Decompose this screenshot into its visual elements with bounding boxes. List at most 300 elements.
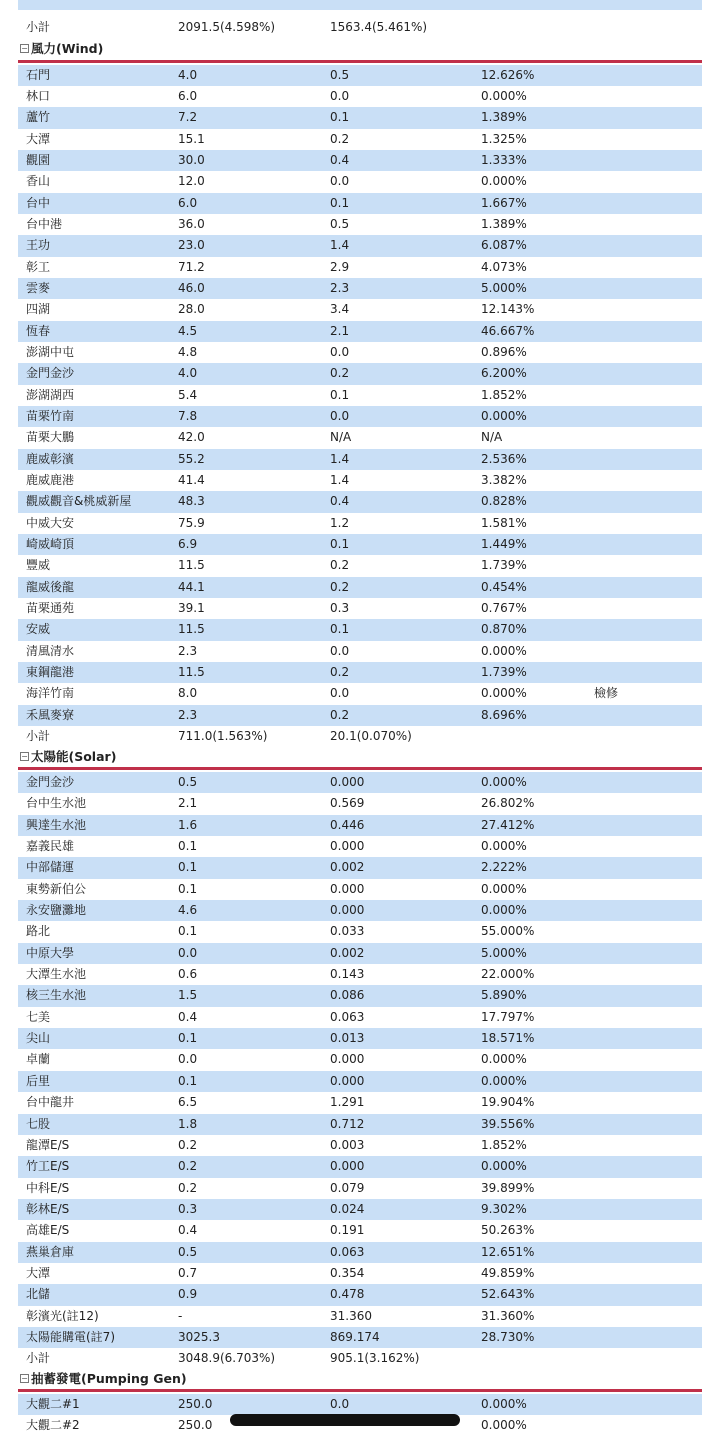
output-value: 0.2 — [330, 131, 350, 146]
output-value: 0.000 — [330, 1159, 365, 1174]
unit-name: 尖山 — [26, 1031, 51, 1046]
output-ratio: 6.087% — [481, 238, 527, 253]
unit-name: 大潭 — [26, 131, 51, 146]
unit-name: 金門金沙 — [26, 366, 75, 381]
unit-name: 觀園 — [26, 152, 51, 167]
unit-name: 后里 — [26, 1073, 51, 1088]
unit-name: 香山 — [26, 174, 51, 189]
unit-name: 大觀二#1 — [26, 1397, 80, 1411]
table-row — [18, 1284, 702, 1305]
solar-section-title: 太陽能(Solar) — [31, 749, 117, 764]
output-ratio: 0.000% — [481, 643, 527, 658]
table-row — [18, 235, 702, 256]
pumping-section-header[interactable] — [18, 1369, 702, 1389]
table-row — [18, 363, 702, 384]
output-value: 0.712 — [330, 1116, 365, 1131]
unit-name: 雲麥 — [26, 280, 51, 295]
unit-name: 路北 — [26, 924, 51, 939]
table-row — [18, 1327, 702, 1348]
redaction-mark — [230, 1414, 460, 1426]
section-divider — [18, 767, 702, 770]
table-row — [18, 534, 702, 555]
wind-section-title: 風力(Wind) — [31, 41, 104, 56]
table-row — [18, 1242, 702, 1263]
output-value: 0.1 — [330, 622, 350, 637]
output-ratio: 39.556% — [481, 1116, 535, 1131]
table-row — [18, 299, 702, 320]
unit-name: 中部儲運 — [26, 860, 75, 875]
output-value: 0.354 — [330, 1265, 365, 1280]
output-value: 0.024 — [330, 1201, 365, 1216]
capacity-value: 0.9 — [178, 1287, 198, 1302]
output-value: 0.0 — [330, 1397, 350, 1411]
table-row — [18, 793, 702, 814]
capacity-value: 0.1 — [178, 1031, 198, 1046]
capacity-value: 11.5 — [178, 622, 205, 637]
output-value: 0.1 — [330, 110, 350, 125]
output-ratio: 1.667% — [481, 195, 527, 210]
output-value: 0.000 — [330, 1052, 365, 1067]
output-value: 0.2 — [330, 366, 350, 381]
unit-name: 北儲 — [26, 1287, 51, 1302]
unit-name: 龍潭E/S — [26, 1137, 70, 1152]
unit-name: 高雄E/S — [26, 1223, 70, 1238]
table-row — [18, 1071, 702, 1092]
output-value: 0.0 — [330, 344, 350, 359]
output-value: 0.1 — [330, 195, 350, 210]
unit-name: 苗栗通苑 — [26, 601, 75, 616]
table-row — [18, 171, 702, 192]
output-ratio: 0.000% — [481, 1073, 527, 1088]
output-value: 0.2 — [330, 579, 350, 594]
table-row — [18, 193, 702, 214]
unit-name: 中原大學 — [26, 945, 75, 960]
wind-section-header[interactable] — [18, 39, 702, 59]
capacity-value: 44.1 — [178, 579, 205, 594]
capacity-value: 8.0 — [178, 686, 198, 701]
output-ratio: 49.859% — [481, 1265, 535, 1280]
output-ratio: 28.730% — [481, 1329, 535, 1344]
output-value: 0.478 — [330, 1287, 365, 1302]
collapse-toggle-icon[interactable]: − — [21, 1374, 28, 1383]
output-value: 1.291 — [330, 1095, 365, 1110]
output-ratio: 0.000% — [481, 686, 527, 701]
output-value: 31.360 — [330, 1308, 372, 1323]
unit-name: 台中生水池 — [26, 796, 87, 811]
table-row — [18, 406, 702, 427]
output-value: 0.5 — [330, 216, 350, 231]
unit-name: 龍威後龍 — [26, 579, 75, 594]
capacity-value: 7.8 — [178, 409, 198, 423]
output-value: 0.000 — [330, 775, 365, 789]
output-value: 1.4 — [330, 473, 350, 488]
unit-name: 興達生水池 — [26, 817, 87, 832]
capacity-value: 1.6 — [178, 817, 198, 832]
unit-name: 大潭生水池 — [26, 967, 87, 982]
table-row — [18, 555, 702, 576]
prev-section-subtotal: 小計 2091.5(4.598%) 1563.4(5.461%) — [26, 20, 428, 34]
unit-name: 澎湖湖西 — [26, 387, 75, 402]
capacity-value: 0.5 — [178, 1244, 198, 1259]
table-row — [18, 1156, 702, 1177]
output-ratio: 0.000% — [481, 409, 527, 423]
unit-name: 鹿威鹿港 — [26, 473, 75, 488]
capacity-value: 0.1 — [178, 881, 198, 896]
capacity-value: 3025.3 — [178, 1329, 220, 1344]
solar-section-header[interactable] — [18, 747, 702, 767]
output-value: 0.0 — [330, 88, 350, 103]
wind-subtotal: 小計 711.0(1.563%) 20.1(0.070%) — [26, 729, 412, 743]
unit-name: 彰濱光(註12) — [26, 1308, 99, 1323]
output-value: 0.003 — [330, 1137, 365, 1152]
capacity-value: 41.4 — [178, 473, 205, 488]
output-ratio: 1.449% — [481, 537, 527, 552]
unit-name: 四湖 — [26, 302, 51, 317]
output-value: 2.1 — [330, 323, 350, 338]
output-ratio: 5.890% — [481, 988, 527, 1003]
table-row — [18, 257, 702, 278]
table-row — [18, 86, 702, 107]
capacity-value: 2.3 — [178, 707, 198, 722]
output-ratio: 2.536% — [481, 451, 527, 466]
unit-name: 林口 — [26, 88, 51, 103]
capacity-value: 42.0 — [178, 430, 205, 445]
section-divider — [18, 1389, 702, 1392]
table-row — [18, 1306, 702, 1327]
output-value: 0.3 — [330, 601, 350, 616]
capacity-value: 5.4 — [178, 387, 198, 402]
unit-name: 恆春 — [26, 323, 51, 338]
output-ratio: 31.360% — [481, 1308, 535, 1323]
unit-name: 觀威觀音&桃威新屋 — [26, 494, 132, 509]
output-ratio: 1.739% — [481, 665, 527, 680]
unit-name: 豐威 — [26, 558, 51, 573]
capacity-value: 4.5 — [178, 323, 198, 338]
unit-name: 蘆竹 — [26, 110, 51, 125]
output-ratio: 1.389% — [481, 216, 527, 231]
capacity-value: 4.8 — [178, 344, 198, 359]
table-row — [18, 921, 702, 942]
output-value: 0.063 — [330, 1244, 365, 1259]
output-value: 0.569 — [330, 796, 365, 811]
capacity-value: 11.5 — [178, 558, 205, 573]
unit-name: 禾風麥寮 — [26, 707, 75, 722]
capacity-value: 36.0 — [178, 216, 205, 231]
table-row — [18, 985, 702, 1006]
table-row — [18, 1263, 702, 1284]
unit-name: 七美 — [26, 1009, 51, 1024]
table-row — [18, 577, 702, 598]
output-value: 0.086 — [330, 988, 365, 1003]
capacity-value: 2.1 — [178, 796, 198, 811]
solar-table — [18, 772, 702, 1348]
capacity-value: 55.2 — [178, 451, 205, 466]
output-value: 0.000 — [330, 881, 365, 896]
output-value: 2.3 — [330, 280, 350, 295]
table-row — [18, 321, 702, 342]
table-row — [18, 449, 702, 470]
output-ratio: 0.870% — [481, 622, 527, 637]
output-ratio: 4.073% — [481, 259, 527, 274]
output-ratio: 0.828% — [481, 494, 527, 509]
unit-name: 彰工 — [26, 259, 51, 274]
output-value: 0.4 — [330, 152, 350, 167]
output-value: 1.2 — [330, 515, 350, 530]
capacity-value: 0.4 — [178, 1223, 198, 1238]
output-ratio: 1.739% — [481, 558, 527, 573]
unit-name: 大潭 — [26, 1265, 51, 1280]
output-ratio: 1.333% — [481, 152, 527, 167]
unit-name: 燕巢倉庫 — [26, 1244, 75, 1259]
output-value: N/A — [330, 430, 352, 445]
unit-name: 太陽能購電(註7) — [26, 1329, 115, 1344]
output-value: 0.0 — [330, 174, 350, 189]
unit-name: 東勢新伯公 — [26, 881, 87, 896]
table-row — [18, 385, 702, 406]
capacity-value: 30.0 — [178, 152, 205, 167]
unit-name: 苗栗竹南 — [26, 409, 75, 423]
output-ratio: 22.000% — [481, 967, 535, 982]
table-row — [18, 683, 702, 704]
output-ratio: N/A — [481, 430, 503, 445]
output-value: 0.000 — [330, 839, 365, 854]
output-ratio: 0.767% — [481, 601, 527, 616]
output-ratio: 5.000% — [481, 280, 527, 295]
output-ratio: 12.143% — [481, 302, 535, 317]
output-ratio: 39.899% — [481, 1180, 535, 1195]
unit-name: 台中龍井 — [26, 1095, 75, 1110]
unit-name: 東鋼龍港 — [26, 665, 75, 680]
output-ratio: 27.412% — [481, 817, 535, 832]
unit-name: 王功 — [26, 238, 51, 253]
output-ratio: 0.000% — [481, 839, 527, 854]
table-row — [18, 1007, 702, 1028]
output-ratio: 12.651% — [481, 1244, 535, 1259]
output-ratio: 6.200% — [481, 366, 527, 381]
unit-name: 安威 — [26, 622, 51, 637]
unit-name: 澎湖中屯 — [26, 344, 75, 359]
output-ratio: 12.626% — [481, 67, 535, 82]
output-ratio: 2.222% — [481, 860, 527, 875]
table-row — [18, 900, 702, 921]
output-ratio: 17.797% — [481, 1009, 535, 1024]
capacity-value: 46.0 — [178, 280, 205, 295]
unit-name: 彰林E/S — [26, 1201, 70, 1216]
unit-name: 海洋竹南 — [26, 686, 75, 701]
output-ratio: 55.000% — [481, 924, 535, 939]
capacity-value: - — [178, 1308, 183, 1323]
table-row — [18, 1199, 702, 1220]
output-ratio: 1.325% — [481, 131, 527, 146]
output-value: 0.446 — [330, 817, 365, 832]
capacity-value: 15.1 — [178, 131, 205, 146]
output-ratio: 0.000% — [481, 88, 527, 103]
unit-name: 竹工E/S — [26, 1159, 70, 1174]
output-ratio: 19.904% — [481, 1095, 535, 1110]
capacity-value: 0.1 — [178, 1073, 198, 1088]
capacity-value: 250.0 — [178, 1397, 213, 1411]
capacity-value: 0.2 — [178, 1137, 198, 1152]
capacity-value: 0.0 — [178, 1052, 198, 1067]
table-row — [18, 857, 702, 878]
remark: 檢修 — [594, 686, 619, 701]
output-value: 0.0 — [330, 643, 350, 658]
output-value: 0.033 — [330, 924, 365, 939]
table-row — [18, 278, 702, 299]
capacity-value: 6.5 — [178, 1095, 198, 1110]
capacity-value: 4.0 — [178, 366, 198, 381]
output-value: 0.2 — [330, 558, 350, 573]
output-value: 0.0 — [330, 686, 350, 701]
capacity-value: 0.0 — [178, 945, 198, 960]
capacity-value: 0.2 — [178, 1180, 198, 1195]
capacity-value: 39.1 — [178, 601, 205, 616]
output-value: 0.079 — [330, 1180, 365, 1195]
capacity-value: 71.2 — [178, 259, 205, 274]
output-value: 0.002 — [330, 945, 365, 960]
output-ratio: 0.000% — [481, 1159, 527, 1174]
output-value: 3.4 — [330, 302, 350, 317]
table-row — [18, 879, 702, 900]
table-row — [18, 662, 702, 683]
table-row — [18, 1114, 702, 1135]
output-ratio: 5.000% — [481, 945, 527, 960]
pumping-section-title: 抽蓄發電(Pumping Gen) — [31, 1371, 187, 1386]
capacity-value: 0.3 — [178, 1201, 198, 1216]
table-row — [18, 491, 702, 512]
table-row — [18, 1135, 702, 1156]
unit-name: 大觀二#2 — [26, 1418, 80, 1433]
output-value: 2.9 — [330, 259, 350, 274]
unit-name: 台中港 — [26, 216, 63, 231]
capacity-value: 7.2 — [178, 110, 198, 125]
table-row — [18, 513, 702, 534]
capacity-value: 1.5 — [178, 988, 198, 1003]
output-ratio: 0.896% — [481, 344, 527, 359]
output-ratio: 3.382% — [481, 473, 527, 488]
output-ratio: 0.454% — [481, 579, 527, 594]
output-ratio: 1.852% — [481, 1137, 527, 1152]
output-ratio: 1.581% — [481, 515, 527, 530]
output-ratio: 0.000% — [481, 903, 527, 918]
table-row — [18, 836, 702, 857]
section-divider — [18, 60, 702, 63]
output-ratio: 0.000% — [481, 775, 527, 789]
table-row — [18, 705, 702, 726]
capacity-value: 0.2 — [178, 1159, 198, 1174]
table-row — [18, 772, 702, 793]
capacity-value: 6.0 — [178, 195, 198, 210]
capacity-value: 1.8 — [178, 1116, 198, 1131]
wind-table — [18, 65, 702, 727]
capacity-value: 0.1 — [178, 924, 198, 939]
table-row — [18, 129, 702, 150]
capacity-value: 0.4 — [178, 1009, 198, 1024]
table-row — [18, 1394, 702, 1415]
output-value: 0.013 — [330, 1031, 365, 1046]
table-row — [18, 943, 702, 964]
capacity-value: 4.0 — [178, 67, 198, 82]
unit-name: 金門金沙 — [26, 775, 75, 789]
output-ratio: 0.000% — [481, 1052, 527, 1067]
output-ratio: 50.263% — [481, 1223, 535, 1238]
table-row — [18, 1028, 702, 1049]
solar-subtotal: 小計 3048.9(6.703%) 905.1(3.162%) — [26, 1351, 420, 1365]
capacity-value: 75.9 — [178, 515, 205, 530]
unit-name: 苗栗大鵬 — [26, 430, 75, 445]
output-value: 0.1 — [330, 387, 350, 402]
output-value: 0.000 — [330, 1073, 365, 1088]
output-value: 1.4 — [330, 451, 350, 466]
output-value: 0.002 — [330, 860, 365, 875]
output-value: 1.4 — [330, 238, 350, 253]
output-ratio: 0.000% — [481, 1397, 527, 1411]
output-value: 0.143 — [330, 967, 365, 982]
table-row — [18, 964, 702, 985]
capacity-value: 0.1 — [178, 860, 198, 875]
output-value: 0.191 — [330, 1223, 365, 1238]
unit-name: 中科E/S — [26, 1180, 70, 1195]
capacity-value: 4.6 — [178, 903, 198, 918]
output-ratio: 1.852% — [481, 387, 527, 402]
capacity-value: 6.9 — [178, 537, 198, 552]
capacity-value: 2.3 — [178, 643, 198, 658]
output-ratio: 46.667% — [481, 323, 535, 338]
table-row — [18, 1220, 702, 1241]
table-row — [18, 815, 702, 836]
output-value: 0.2 — [330, 665, 350, 680]
capacity-value: 250.0 — [178, 1418, 213, 1433]
unit-name: 中威大安 — [26, 515, 75, 530]
output-value: 0.0 — [330, 409, 350, 423]
table-row — [18, 150, 702, 171]
table-row — [18, 1178, 702, 1199]
output-ratio: 26.802% — [481, 796, 535, 811]
output-ratio: 52.643% — [481, 1287, 535, 1302]
capacity-value: 11.5 — [178, 665, 205, 680]
table-row — [18, 1092, 702, 1113]
capacity-value: 12.0 — [178, 174, 205, 189]
capacity-value: 0.6 — [178, 967, 198, 982]
unit-name: 鹿威彰濱 — [26, 451, 75, 466]
table-row — [18, 619, 702, 640]
unit-name: 台中 — [26, 195, 51, 210]
output-ratio: 18.571% — [481, 1031, 535, 1046]
output-value: 869.174 — [330, 1329, 380, 1344]
table-row — [18, 641, 702, 662]
unit-name: 石門 — [26, 67, 51, 82]
output-value: 0.1 — [330, 537, 350, 552]
output-value: 0.4 — [330, 494, 350, 509]
capacity-value: 6.0 — [178, 88, 198, 103]
collapse-toggle-icon[interactable]: − — [21, 752, 28, 761]
unit-name: 永安鹽灘地 — [26, 903, 87, 918]
table-row — [18, 107, 702, 128]
capacity-value: 0.1 — [178, 839, 198, 854]
output-ratio: 0.000% — [481, 1418, 527, 1433]
output-value: 0.063 — [330, 1009, 365, 1024]
capacity-value: 0.5 — [178, 775, 198, 789]
output-ratio: 0.000% — [481, 881, 527, 896]
table-row — [18, 65, 702, 86]
unit-name: 清風清水 — [26, 643, 75, 658]
capacity-value: 23.0 — [178, 238, 205, 253]
collapse-toggle-icon[interactable]: − — [21, 44, 28, 53]
unit-name: 七股 — [26, 1116, 51, 1131]
capacity-value: 28.0 — [178, 302, 205, 317]
capacity-value: 48.3 — [178, 494, 205, 509]
output-ratio: 8.696% — [481, 707, 527, 722]
